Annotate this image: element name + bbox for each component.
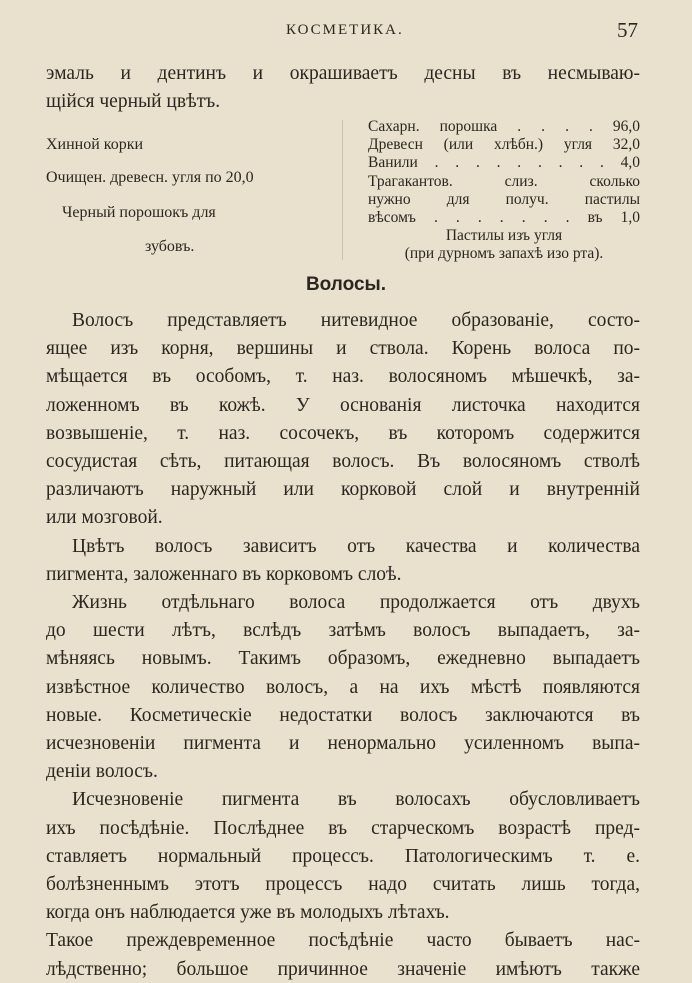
body-line: или мозговой. xyxy=(46,507,163,528)
recipe-divider xyxy=(342,120,343,260)
intro-line: щійся черный цвѣтъ. xyxy=(46,91,221,112)
recipe-right-line: Ванили . . . . . . . . . 4,0 xyxy=(368,154,640,171)
recipe-right-line: нужно для получ. пастилы xyxy=(368,191,640,208)
body-line: ложенномъ въ кожѣ. У основанія листочка находится xyxy=(46,395,640,416)
running-title: КОСМЕТИКА. xyxy=(286,22,404,38)
body-line: новые. Косметическіе недостатки волосъ заключаются въ xyxy=(46,705,640,726)
intro-line: эмаль и дентинъ и окрашиваетъ десны въ несмываю- xyxy=(46,63,640,84)
body-line: когда онъ наблюдается уже въ молодыхъ лѣтахъ. xyxy=(46,902,450,923)
body-line: ставляетъ нормальный процессъ. Патологическимъ т. е. xyxy=(46,846,640,867)
body-line: мѣняясь новымъ. Такимъ образомъ, ежедневно выпадаетъ xyxy=(46,648,640,669)
page-number: 57 xyxy=(617,18,638,42)
recipe-left-line: Хинной корки xyxy=(46,136,144,153)
body-line: Исчезновеніе пигмента въ волосахъ обусловливаетъ xyxy=(72,789,640,810)
recipe-left-line: зубовъ. xyxy=(145,238,195,255)
body-line: исчезновеніи пигмента и ненормально усиленномъ выпа- xyxy=(46,733,640,754)
page-header xyxy=(46,18,646,46)
body-line: лѣдственно; большое причинное значеніе имѣютъ также xyxy=(46,959,640,980)
body-line: Такое преждевременное посѣдѣніе часто бываетъ нас- xyxy=(46,930,640,951)
recipe-right-line: вѣсомъ . . . . . . . въ 1,0 xyxy=(368,209,640,226)
recipe-right-line: Пастилы изъ угля xyxy=(445,227,563,244)
body-line: ящее изъ корня, вершины и ствола. Корень волоса по- xyxy=(46,338,640,359)
recipe-left-line: Очищен. древесн. угля по 20,0 xyxy=(46,169,254,186)
recipe-right-line: (при дурномъ запахѣ изо рта). xyxy=(404,245,604,262)
body-line: сосудистая сѣть, питающая волосъ. Въ волосяномъ стволѣ xyxy=(46,451,640,472)
recipe-right-line: Трагакантов. слиз. сколько xyxy=(368,173,640,190)
body-line: ихъ посѣдѣніе. Послѣднее въ старческомъ возрастѣ пред- xyxy=(46,818,640,839)
section-title: Волосы. xyxy=(305,274,387,295)
recipe-right-line: Древесн (или хлѣбн.) угля 32,0 xyxy=(368,136,640,153)
body-line: деніи волосъ. xyxy=(46,761,158,782)
body-line: Волосъ представляетъ нитевидное образованіе, состо- xyxy=(72,310,640,331)
body-line: мѣщается въ особомъ, т. наз. волосяномъ мѣшечкѣ, за- xyxy=(46,366,640,387)
recipe-right-line: Сахарн. порошка . . . . 96,0 xyxy=(368,118,640,135)
body-line: пигмента, заложеннаго въ корковомъ слоѣ. xyxy=(46,564,402,585)
body-line: различаютъ наружный или корковой слой и внутренній xyxy=(46,479,640,500)
body-line: возвышеніе, т. наз. сосочекъ, въ которомъ содержится xyxy=(46,423,640,444)
body-line: болѣзненнымъ этотъ процессъ надо считать лишь тогда, xyxy=(46,874,640,895)
body-line: до шести лѣтъ, вслѣдъ затѣмъ волосъ выпадаетъ, за- xyxy=(46,620,640,641)
body-line: Цвѣтъ волосъ зависитъ отъ качества и количества xyxy=(72,536,640,557)
body-line: извѣстное количество волосъ, а на ихъ мѣстѣ появляются xyxy=(46,677,640,698)
body-line: Жизнь отдѣльнаго волоса продолжается отъ двухъ xyxy=(72,592,640,613)
recipe-left-line: Черный порошокъ для xyxy=(62,204,216,221)
